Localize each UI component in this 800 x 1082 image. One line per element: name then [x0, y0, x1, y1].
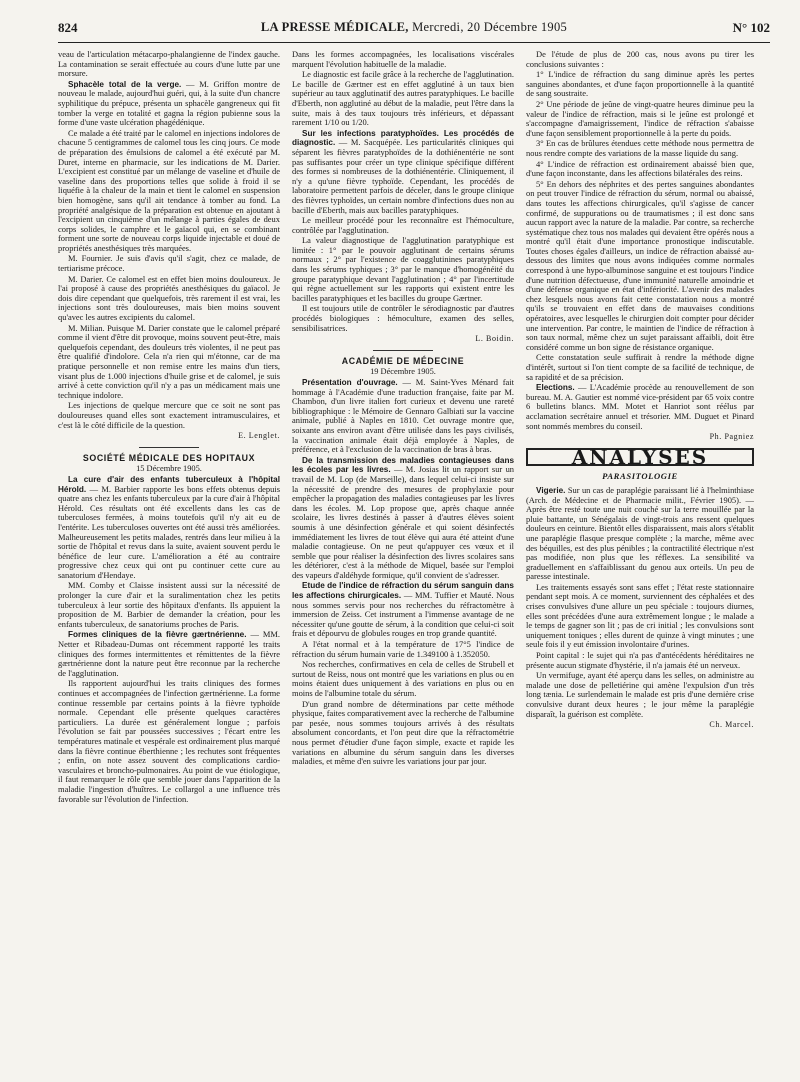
numbered-conclusion: 4° L'indice de réfraction est ordinairement abaissé bien que, d'une façon inconstante, dans les affections bilatérales des reins. [526, 158, 754, 179]
paragraph-heading: Présentation d'ouvrage. [302, 378, 398, 387]
paragraph: La valeur diagnostique de l'agglutination paratyphique est limitée : 1° par le pouvoir agglutinant de certains sérums normaux ; 2° par l'existence de coagglutinines paratyphiques dans les sérums typhiques ; 3° par le manque d'homogénéité du groupe paratyphique devant l'agglutination ; 4° par l'incertitude qui règne actuellement sur les rapports qui existent entre les bacilles paratyphiques et les bacilles du groupe Gærtner. [292, 235, 514, 303]
paragraph-text: Sur un cas de paraplégie paraissant lié à l'helminthiase (Arch. de Médecine et de Pharmacie milit., Février 1905). — Après être resté toute une nuit couché sur la terre mouillée par la pluie battante, un Sénégalais de vingt-trois ans ressent quelques douleurs en ceinture. Bientôt elles disparaissent, mais alors s'établit une paraplégie flasque presque complète ; la marche, même avec des béquilles, est des plus pénibles ; la contractilité électrique n'est pas modifiée, non plus que les réflexes. La sensibilité va graduellement en s'affaiblissant du genou aux orteils. Un peu de paresse intestinale. [526, 484, 754, 582]
paragraph: M. Milian. Puisque M. Darier constate que le calomel préparé comme il vient d'être dit provoque, moins souvent peut-être, mais quelquefois cependant, des douleurs très violentes, il ne peut pas être qualifié d'indolore. Cela n'a rien qui m'étonne, car de ma pratique personnelle et non remise entre les mains d'un tiers, visant plus de 1.000 injections d'huile grise et de calomel, je suis arrivé à cette conviction qu'il n'y a pas un médicament mais une technique indolore. [58, 322, 280, 400]
paragraph-text: — MM. Tuffier et Mauté. Nous nous sommes servis pour nos recherches du réfractomètre à immersion de Zeiss. Cet instrument a l'immense avantage de ne nécessiter qu'une goutte de sérum, à la condition que celui-ci soit frais et dépourvu de globules rouges en trop grande quantité. [292, 590, 514, 639]
paragraph: Les traitements essayés sont sans effet ; l'état reste stationnaire pendant sept mois. A ce moment, surviennent des céphalées et des crises convulsives d'une allure un peu spéciale : toujours diurnes, elles sont précédées d'une aura extrêmement longue ; le malade a le temps de gagner son lit ; pas de cri initial ; les convulsions sont uniquement toniques ; elles durent de quinze à vingt minutes ; une seule fois il y eut émission involontaire d'urines. [526, 581, 754, 650]
paragraph: M. Fournier. Je suis d'avis qu'il s'agit, chez ce malade, de tertiarisme précoce. [58, 253, 280, 274]
paragraph: Ils rapportent aujourd'hui les traits cliniques des formes continues et accompagnées de l'infection gærtnérienne. La forme continue ressemble par certains points à la fièvre typhoïde normale. Cependant elle présente quelques caractères particuliers. La durée est généralement longue ; parfois l'évolution se fait par poussées successives ; l'écart entre les températures matinale et vespérale est ordinairement plus marqué dans la fièvre continue éberthienne ; les rechutes sont fréquentes ; enfin, on note assez souvent des complications cardio-vasculaires et broncho-pulmonaires. Au point de vue étiologique, il faut remarquer le rôle que semble jouer dans l'apparition de la maladie l'ingestion d'huîtres. Le collargol a une influence très favorable sur l'évolution de l'infection. [58, 678, 280, 804]
paragraph-text: — M. Barbier rapporte les bons effets obtenus depuis quatre ans chez les enfants tuberculeux par la cure d'air à l'hôpital Hérold. Ces résultats ont été excellents dans les cas de tuberculoses fermées, à moins toutefois qu'il n'y ait eu de l'entérite. Les tuberculoses ouvertes ont été aussi très améliorées. Malheureusement les petits malades, rentrés dans leur milieu à la sortie de l'hôpital et revus dans la suite, avaient souvent perdu le bénéfice de leur cure. L'amélioration a été au contraire progressive chez ceux qui ont pu continuer cette cure au sanatorium d'Hendaye. [58, 483, 280, 580]
paragraph-heading: Sphacèle total de la verge. [68, 79, 182, 89]
column-1 [58, 50, 280, 1072]
paragraph: MM. Comby et Claisse insistent aussi sur la nécessité de prolonger la cure d'air et la suralimentation chez les petits tuberculeux à leur sortie des hôpitaux d'enfants. Ils appuient la proposition de M. Barbier de demander la création, pour les enfants tuberculeux, de sanatoriums proches de Paris. [58, 580, 280, 629]
paragraph-heading: Formes cliniques de la fièvre gærtnérienne. [68, 630, 247, 640]
paragraph [292, 581, 514, 639]
paragraph [292, 378, 514, 455]
journal-name: LA PRESSE MÉDICALE, [260, 20, 409, 34]
section-title: ACADÉMIE DE MÉDECINE [341, 355, 465, 366]
author-signature: E. Lenglet. [238, 431, 280, 441]
paragraph: A l'état normal et à la température de 17°5 l'indice de réfraction du sérum humain varie de 1.349100 à 1.352050. [292, 639, 514, 659]
analyses-banner: ANALYSES [526, 448, 754, 467]
paragraph-text: — M. Sacquépée. Les particularités cliniques qui séparent les fièvres paratyphoïdes de la dothiénentérie ne sont pas suffisantes pour créer un type clinique spécifique différent des formes si nombreuses de la dothiénentérie. Cliniquement, il n'y a qu'une fièvre typhoïde. Cependant, les procédés de laboratoire permettent parfois de déceler, dans le groupe clinique des fièvres typhoïdes, un certain nombre d'infections dues non au bacille d'Eberth, mais aux bacilles paratyphiques. [292, 137, 514, 215]
paragraph-heading: Etude de l'indice de réfraction du sérum sanguin dans les affections chirurgicales. [292, 581, 514, 601]
paragraph-heading: De la transmission des maladies contagieuses dans les écoles par les livres. [292, 455, 514, 475]
paragraph: Un vermifuge, ayant été aperçu dans les selles, on administre au malade une dose de pelletiérine qui amène l'expulsion d'un très long tænia. Le surlendemain le malade est pris d'une dernière crise convulsive durant deux heures ; le jour même la paraplégie disparaît, la guérison est complète. [526, 670, 754, 719]
issue-number: N° 102 [732, 20, 770, 35]
paragraph-heading: La cure d'air des enfants tuberculeux à l'hôpital Hérold. [58, 474, 280, 494]
paragraph-text: — M. Griffon montre de nouveau le malade, aujourd'hui guéri, qui, à la suite d'un chancre syphilitique du prépuce, présenta un sphacèle gangreneux qui fit tomber la verge en totalité et gagna la région pubienne sous la forme d'une vaste ulcération phagédénique. [58, 78, 280, 128]
section-date: 15 Décembre 1905. [136, 464, 202, 474]
paragraph: Les injections de quelque mercure que ce soit ne sont pas douloureuses quand elles sont exactement intramusculaires, et c'est là le côté difficile de la question. [58, 400, 280, 430]
column-2 [292, 50, 514, 1072]
paragraph-heading: Sur les infections paratyphoïdes. Les procédés de diagnostic. [292, 128, 514, 148]
paragraph-text: — MM. Netter et Ribadeau-Dumas ont récemment rapporté les traits cliniques des formes intermittentes et rémittentes de la fièvre gærtnérienne dont la nature peut être reconnue par la recherche de l'agglutination. [58, 629, 280, 678]
numbered-conclusion: 3° En cas de brûlures étendues cette méthode nous permettra de nous rendre compte des variations de la masse liquide du sang. [526, 138, 754, 158]
page-header [58, 20, 770, 43]
paragraph: Le diagnostic est facile grâce à la recherche de l'agglutination. Le bacille de Gærtner est en effet agglutiné à un taux bien supérieur au taux agglutinatif des autres paratyphiques. Le bacille d'Eberth, non agglutiné au début de la maladie, peut l'être dans la suite, mais à des taux toujours très inférieurs, et dépassant rarement 1/10 ou 1/20. [292, 69, 514, 128]
author-signature: L. Boidin. [475, 334, 514, 344]
divider [373, 350, 433, 351]
paragraph [526, 383, 754, 431]
paragraph [526, 486, 754, 582]
author-signature: Ph. Pagniez [709, 432, 754, 442]
paragraph: Nos recherches, confirmatives en cela de celles de Strubell et surtout de Reiss, nous ont montré que les variations en plus ou en moins étaient dues uniquement à des variations en plus ou en moins de l'albumine totale du sérum. [292, 659, 514, 698]
journal-title [58, 20, 770, 35]
issue-date: Mercredi, 20 Décembre 1905 [412, 20, 568, 34]
paragraph-text: — L'Académie procède au renouvellement de son bureau. M. A. Gautier est nommé vice-président par 65 voix contre 6 bulletins blancs. MM. Motet et Hanriot sont réélus par acclamation secrétaire annuel et trésorier. MM. Duguet et Pinard sont nommés membres du conseil. [526, 382, 754, 431]
paragraph-heading: Elections. [536, 383, 575, 393]
paragraph: veau de l'articulation métacarpo-phalangienne de l'index gauche. La contamination se serait effectuée au cours d'une lutte par une morsure. [58, 50, 280, 79]
paragraph: Ce malade a été traité par le calomel en injections indolores de chacune 5 centigrammes de calomel tous les cinq jours. Ce mode de préparation des émulsions de calomel a été exécuté par M. Duret, interne en pharmacie, sur les indications de M. Darier. L'excipient est constitué par un mélange de vaseline et d'huile de vaseline dans des proportions telles que solide à froid il se liquéfie à la chaleur de la main et tient le calomel en suspension bien homogène, sans qu'il ait tendance à tomber au fond. La propriété analgésique de la préparation est obtenue en ajoutant à l'excipient un cinquième d'un mélange à parties égales de deux corps solides, le camphre et le gaïacol qui, en se combinant forment une sorte de nouveau corps liquide injectable et doué de propriétés anesthésiques très marquées. [58, 127, 280, 253]
section-date: 19 Décembre 1905. [370, 367, 436, 377]
paragraph: De l'étude de plus de 200 cas, nous avons pu tirer les conclusions suivantes : [526, 50, 754, 69]
paragraph-text: — M. Saint-Yves Ménard fait hommage à l'Académie d'une traduction française, faite par M. Chambon, d'un livre italien fort curieux et devenu une rareté bibliographique : le Mémoire de Gennaro Galbiati sur la vaccine animale, publié à Naples en 1810. Cet ouvrage montre que, soixante ans environ avant d'être utilisée dans les pays civilisés, la vaccination animale était déjà employée à Naples, de préférence, et à l'exclusion de la vaccination de bras à bras. [292, 377, 514, 455]
numbered-conclusion: 5° En dehors des néphrites et des pertes sanguines abondantes on peut trouver l'indice de réfraction du sérum, normal ou abaissé, dans toutes les affections chirurgicales, qu'il s'agisse de cancer confirmé, de suppurations ou de traumatismes ; il est donc sans aucun rapport avec la nature de la maladie. Par contre, sa recherche systématique chez tous nos malades qui devaient être opérés nous a montré qu'il était d'une importance pronostique indiscutable. Toutes choses égales d'ailleurs, un indice de réfraction abaissé au-dessous des limites que nous avons indiquées comme normales correspond à une hypo-albuminose sanguine et est toujours l'indice d'une nutrition défectueuse, d'une immunité naturelle amoindrie et d'une défense organique en état d'infériorité. L'avenir des malades chez lesquels nous avons fait cette constatation nous a montré qu'ils se trouvaient en effet dans de mauvaises conditions opératoires, avec lesquelles le chirurgien doit compter pour décider une intervention. Par contre, le maintien de l'indice de réfraction à son taux normal, même chez un sujet paraissant affaibli, doit être considéré comme un bon signe de résistance organique. [526, 178, 754, 352]
numbered-conclusion: 2° Une période de jeûne de vingt-quatre heures diminue peu la valeur de l'indice de réfraction, mais si le jeûne est prolongé et s'accompagne d'amaigrissement, l'indice de réfraction s'abaisse d'une façon sensiblement proportionnelle à la perte du poids. [526, 98, 754, 138]
paragraph-heading: Vigerie. [536, 485, 566, 495]
divider [139, 447, 199, 448]
section-title: SOCIÉTÉ MÉDICALE DES HOPITAUX [82, 452, 256, 463]
paragraph: D'un grand nombre de déterminations par cette méthode physique, faites comparativement avec la recherche de l'albumine par pesée, nous sommes toujours arrivés à des résultats absolument concordants, et l'on peut dire que la réfractométrie nous permet d'étudier d'une façon simple, exacte et rapide les variations en albumine du sérum sanguin dans les diverses maladies, et même d'en suivre les variations jour par jour. [292, 698, 514, 767]
numbered-conclusion: 1° L'indice de réfraction du sang diminue après les pertes sanguines abondantes, et d'une façon proportionnelle à la quantité de sang soustraite. [526, 69, 754, 99]
paragraph [292, 129, 514, 215]
paragraph [58, 80, 280, 128]
paragraph: Point capital : le sujet qui n'a pas d'antécédents héréditaires ne présente aucun stigmate d'hystérie, il n'a jamais été un nerveux. [526, 650, 754, 670]
paragraph: Il est toujours utile de contrôler le sérodiagnostic par d'autres procédés biologiques : hémoculture, examen des selles, sensibilisatrices. [292, 303, 514, 333]
paragraph [58, 475, 280, 581]
paragraph: M. Darier. Ce calomel est en effet bien moins douloureux. Je l'ai proposé à cause des propriétés anesthésiques du gaïacol. Je dois dire cependant que quelquefois, très rarement il est vrai, les injections sont très douloureuses, mais bien moins souvent qu'avec les autres excipients du calomel. [58, 273, 280, 323]
paragraph [292, 456, 514, 581]
page-number: 824 [58, 20, 78, 35]
author-signature: Ch. Marcel. [709, 720, 754, 730]
subsection-title: PARASITOLOGIE [602, 471, 678, 482]
paragraph: Le meilleur procédé pour les reconnaître est l'hémoculture, contrôlée par l'agglutination. [292, 215, 514, 235]
column-3 [526, 50, 754, 1072]
paragraph: Dans les formes accompagnées, les localisations viscérales marquent l'évolution habituelle de la maladie. [292, 50, 514, 69]
paragraph: Cette constatation seule suffirait à rendre la méthode digne d'intérêt, surtout si l'on tient compte de sa facilité de technique, de sa rapidité et de sa précision. [526, 352, 754, 382]
paragraph-text: — M. Josias lit un rapport sur un travail de M. Lop (de Marseille), dans lequel celui-ci insiste sur la nécessité de prendre des mesures de prophylaxie pour empêcher la propagation des maladies contagieuses par les livres dans les écoles. M. Lop propose que, après chaque année scolaire, les livres destinés à passer à d'autres élèves soient soumis à une désinfection générale et qui soient désinfectés immédiatement les livres de tout élève qui aura été atteint d'une maladie contagieuse. On ne peut qu'appuyer ces vœux et il semble que pour réaliser la désinfection des livres scolaires sans les détériorer, c'est à la méthode de Miquel, basée sur l'emploi des vapeurs d'aldéhyde formique, qu'il convient de s'adresser. [292, 464, 514, 580]
paragraph [58, 630, 280, 678]
